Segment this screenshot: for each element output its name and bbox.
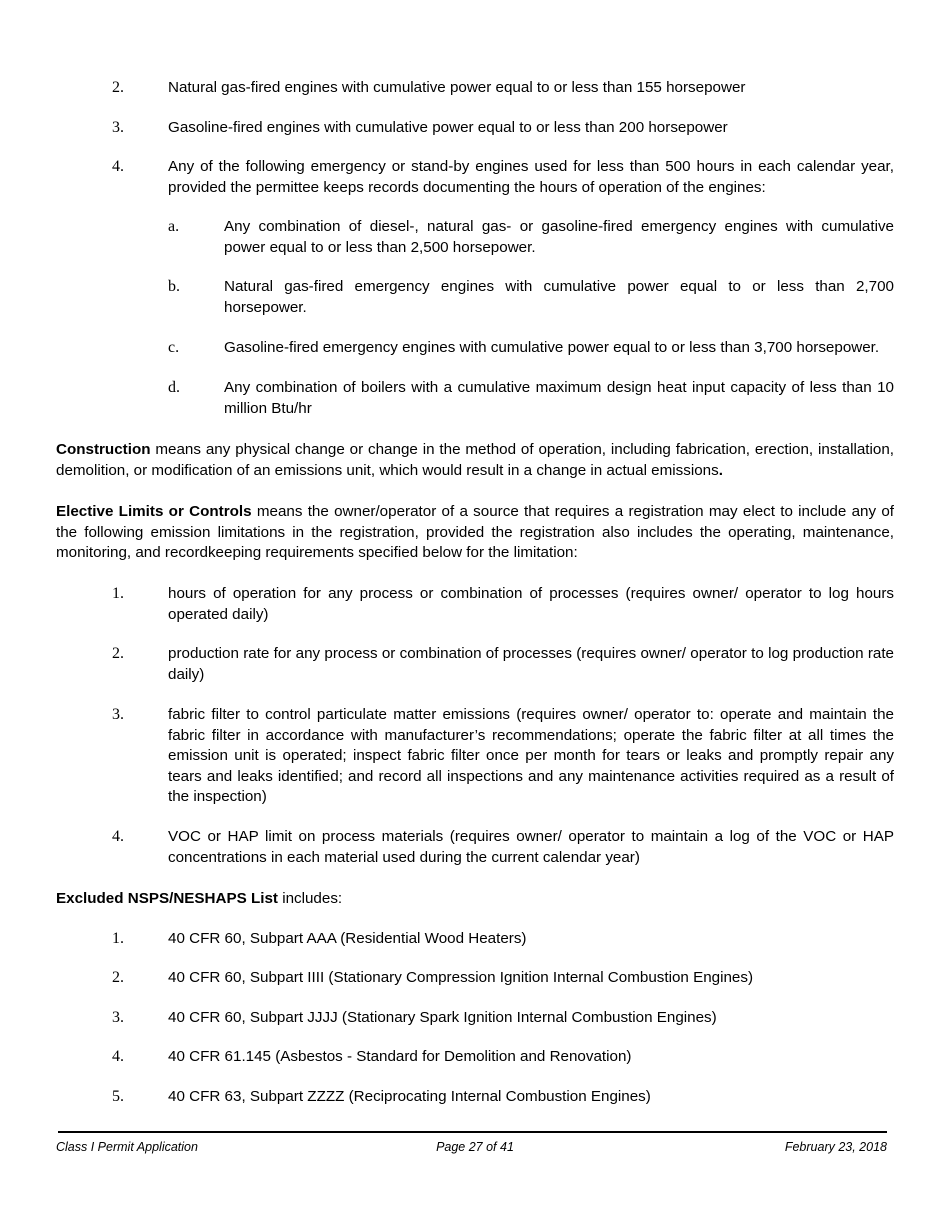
definition-term: Elective Limits or Controls: [56, 503, 252, 520]
definition-end: .: [718, 461, 723, 479]
list-number: 4.: [112, 828, 124, 845]
list-text: production rate for any process or combination of processes (requires owner/ operator to log production rate daily): [168, 645, 894, 683]
list-text: 40 CFR 63, Subpart ZZZZ (Reciprocating Internal Combustion Engines): [168, 1088, 651, 1105]
definition-text: means the owner/operator of a source that requires a registration may elect to include any of the following emission limitations in the registration, provided the registration also includes the operating, maintenance, monitoring, and recordkeeping requirements specified below for the limitation:: [56, 503, 894, 561]
list-text: Natural gas-fired engines with cumulative power equal to or less than 155 horsepower: [168, 79, 746, 96]
list-item: [112, 584, 894, 625]
list-number: 2.: [112, 969, 124, 986]
list-number: 1.: [112, 585, 124, 602]
definition-term: Excluded NSPS/NESHAPS List: [56, 890, 278, 907]
list-item: [112, 929, 894, 950]
list-text: hours of operation for any process or combination of processes (requires owner/ operator to log hours operated daily): [168, 585, 894, 623]
footer-divider: [58, 1131, 887, 1133]
sublist-letter: b.: [168, 278, 180, 295]
list-number: 5.: [112, 1088, 124, 1105]
sublist-item: [168, 217, 894, 258]
excluded-list-heading: [56, 889, 894, 910]
sublist-item: [168, 378, 894, 419]
list-text: VOC or HAP limit on process materials (requires owner/ operator to maintain a log of the VOC or HAP concentrations in each material used during the current calendar year): [168, 828, 894, 866]
sublist-letter: c.: [168, 339, 180, 356]
list-text: 40 CFR 61.145 (Asbestos - Standard for Demolition and Renovation): [168, 1048, 632, 1065]
definition-term: Construction: [56, 441, 151, 458]
sublist-letter: a.: [168, 218, 180, 235]
footer-date: February 23, 2018: [784, 1140, 887, 1154]
list-item: [112, 827, 894, 868]
definition-text: means any physical change or change in the method of operation, including fabrication, erection, installation, demolition, or modification of an emissions unit, which would result in a change in actual emissions: [56, 441, 894, 479]
sublist-text: Natural gas-fired emergency engines with cumulative power equal to or less than 2,700 horsepower.: [224, 278, 894, 316]
list-text: fabric filter to control particulate matter emissions (requires owner/ operator to: operate and maintain the fabric filter in accordance with manufacturer’s recommendations; operate the fabric filter at all times the emission unit is operated; inspect fabric filter once per month for tears or leaks and promptly repair any tears and leaks identified; and record all inspections and any maintenance activities required as a result of the inspection): [168, 706, 894, 805]
list-number: 3.: [112, 119, 124, 136]
list-item: [112, 157, 894, 198]
list-text: Gasoline-fired engines with cumulative power equal to or less than 200 horsepower: [168, 119, 728, 136]
sublist-item: [168, 338, 894, 359]
list-number: 1.: [112, 930, 124, 947]
list-number: 2.: [112, 645, 124, 662]
list-text: 40 CFR 60, Subpart IIII (Stationary Compression Ignition Internal Combustion Engines): [168, 969, 754, 986]
construction-definition: [56, 440, 894, 481]
list-number: 3.: [112, 706, 124, 723]
list-number: 2.: [112, 79, 124, 96]
list-number: 4.: [112, 158, 124, 175]
sublist-text: Gasoline-fired emergency engines with cumulative power equal to or less than 3,700 horsepower.: [224, 339, 880, 356]
list-text: Any of the following emergency or stand-by engines used for less than 500 hours in each calendar year, provided the permittee keeps records documenting the hours of operation of the engines:: [168, 158, 894, 196]
list-text: 40 CFR 60, Subpart AAA (Residential Wood Heaters): [168, 930, 527, 947]
definition-text: includes:: [277, 890, 343, 907]
list-item: [112, 118, 894, 139]
sublist-item: [168, 277, 894, 318]
list-item: [112, 1047, 894, 1068]
elective-limits-definition: [56, 502, 894, 564]
list-item: [112, 644, 894, 685]
sublist-text: Any combination of boilers with a cumulative maximum design heat input capacity of less than 10 million Btu/hr: [224, 379, 894, 417]
list-item: [112, 968, 894, 989]
list-item: [112, 1008, 894, 1029]
list-item: [112, 705, 894, 808]
footer-page-number: Page 27 of 41: [436, 1140, 514, 1154]
sublist-text: Any combination of diesel-, natural gas- or gasoline-fired emergency engines with cumulative power equal to or less than 2,500 horsepower.: [224, 218, 894, 256]
footer-document-title: Class I Permit Application: [56, 1140, 198, 1154]
list-item: [112, 78, 894, 99]
sublist-letter: d.: [168, 379, 180, 396]
list-number: 4.: [112, 1048, 124, 1065]
list-item: [112, 1087, 894, 1108]
list-text: 40 CFR 60, Subpart JJJJ (Stationary Spark Ignition Internal Combustion Engines): [168, 1009, 717, 1026]
list-number: 3.: [112, 1009, 124, 1026]
